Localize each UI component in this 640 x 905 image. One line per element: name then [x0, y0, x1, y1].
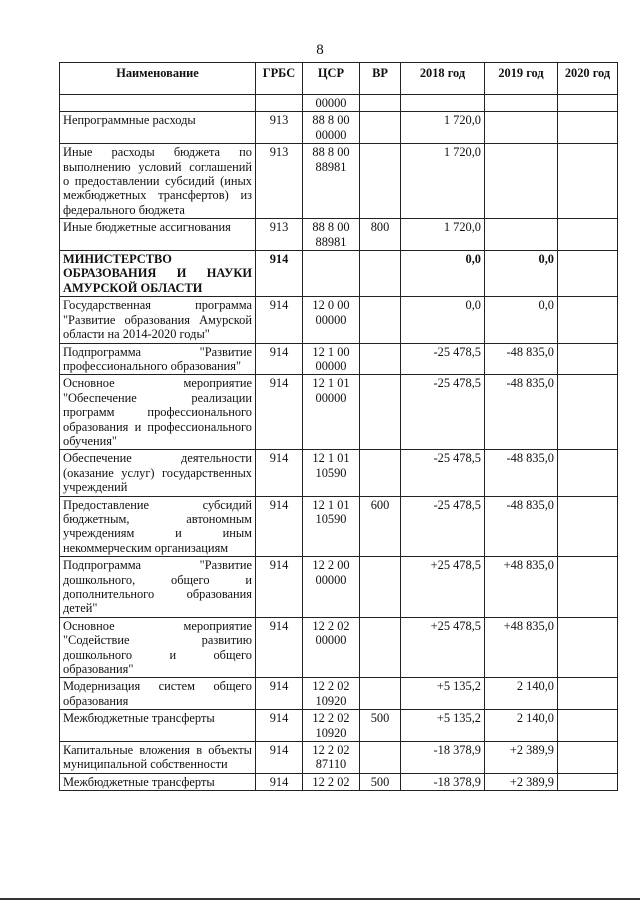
header-csr: ЦСР — [303, 63, 360, 95]
cell-y2019: -48 835,0 — [485, 343, 558, 375]
cell-y2020 — [558, 297, 618, 343]
cell-y2019: 2 140,0 — [485, 710, 558, 742]
table-row — [60, 742, 618, 774]
cell-y2018: +25 478,5 — [401, 617, 485, 678]
cell-vr: 800 — [360, 219, 401, 251]
table-row — [60, 375, 618, 450]
cell-y2020 — [558, 112, 618, 144]
header-2020: 2020 год — [558, 63, 618, 95]
cell-y2019: -48 835,0 — [485, 375, 558, 450]
cell-y2020 — [558, 617, 618, 678]
cell-vr — [360, 678, 401, 710]
cell-csr: 12 2 02 10920 — [303, 678, 360, 710]
cell-y2018: -25 478,5 — [401, 375, 485, 450]
cell-y2020 — [558, 710, 618, 742]
cell-y2019: +48 835,0 — [485, 617, 558, 678]
table-header-row — [60, 63, 618, 95]
header-2019: 2019 год — [485, 63, 558, 95]
cell-name: Основное мероприятие "Обеспечение реализации программ профессионального образования и профессионального обучения" — [60, 375, 256, 450]
table-row — [60, 450, 618, 496]
cell-vr — [360, 617, 401, 678]
cell-vr: 500 — [360, 773, 401, 790]
cell-y2018: -18 378,9 — [401, 773, 485, 790]
cell-csr: 00000 — [303, 95, 360, 112]
cell-grbs: 914 — [256, 375, 303, 450]
cell-grbs: 913 — [256, 219, 303, 251]
cell-name — [60, 95, 256, 112]
cell-csr: 88 8 00 88981 — [303, 219, 360, 251]
cell-csr: 88 8 00 00000 — [303, 112, 360, 144]
cell-name: МИНИСТЕРСТВО ОБРАЗОВАНИЯ И НАУКИ АМУРСКОЙ ОБЛАСТИ — [60, 251, 256, 297]
cell-y2020 — [558, 450, 618, 496]
cell-y2018: +5 135,2 — [401, 710, 485, 742]
table-row — [60, 557, 618, 618]
header-2018: 2018 год — [401, 63, 485, 95]
cell-y2020 — [558, 496, 618, 557]
table-row — [60, 219, 618, 251]
cell-csr: 12 2 02 10920 — [303, 710, 360, 742]
cell-name: Непрограммные расходы — [60, 112, 256, 144]
cell-y2020 — [558, 742, 618, 774]
table-row — [60, 297, 618, 343]
cell-grbs: 913 — [256, 144, 303, 219]
cell-vr — [360, 450, 401, 496]
cell-csr: 12 0 00 00000 — [303, 297, 360, 343]
cell-grbs: 914 — [256, 557, 303, 618]
bottom-border — [0, 898, 640, 900]
header-grbs: ГРБС — [256, 63, 303, 95]
cell-grbs: 914 — [256, 742, 303, 774]
cell-y2019: 2 140,0 — [485, 678, 558, 710]
cell-y2020 — [558, 343, 618, 375]
cell-y2019 — [485, 95, 558, 112]
cell-vr: 600 — [360, 496, 401, 557]
cell-y2018: 0,0 — [401, 251, 485, 297]
cell-y2020 — [558, 251, 618, 297]
cell-y2019: -48 835,0 — [485, 450, 558, 496]
cell-y2019: +2 389,9 — [485, 773, 558, 790]
cell-name: Модернизация систем общего образования — [60, 678, 256, 710]
cell-vr — [360, 95, 401, 112]
cell-vr — [360, 112, 401, 144]
cell-y2018: 1 720,0 — [401, 144, 485, 219]
cell-csr: 12 1 01 00000 — [303, 375, 360, 450]
cell-grbs: 913 — [256, 112, 303, 144]
cell-y2018: -18 378,9 — [401, 742, 485, 774]
table-body — [60, 95, 618, 791]
header-vr: ВР — [360, 63, 401, 95]
cell-y2019: -48 835,0 — [485, 496, 558, 557]
cell-y2019: +48 835,0 — [485, 557, 558, 618]
cell-csr: 12 1 01 10590 — [303, 450, 360, 496]
cell-y2020 — [558, 557, 618, 618]
cell-csr: 12 1 01 10590 — [303, 496, 360, 557]
cell-y2020 — [558, 375, 618, 450]
cell-vr — [360, 375, 401, 450]
cell-vr: 500 — [360, 710, 401, 742]
table-row — [60, 112, 618, 144]
page-number: 8 — [316, 42, 324, 58]
cell-y2018 — [401, 95, 485, 112]
cell-y2018: -25 478,5 — [401, 343, 485, 375]
cell-grbs: 914 — [256, 496, 303, 557]
cell-csr: 12 2 02 — [303, 773, 360, 790]
cell-name: Межбюджетные трансферты — [60, 710, 256, 742]
cell-y2019 — [485, 112, 558, 144]
table-row — [60, 251, 618, 297]
table-row — [60, 343, 618, 375]
table-row — [60, 773, 618, 790]
cell-y2018: -25 478,5 — [401, 496, 485, 557]
cell-csr: 88 8 00 88981 — [303, 144, 360, 219]
table-row — [60, 617, 618, 678]
cell-y2018: +5 135,2 — [401, 678, 485, 710]
cell-y2020 — [558, 219, 618, 251]
cell-y2018: 1 720,0 — [401, 219, 485, 251]
cell-grbs: 914 — [256, 343, 303, 375]
cell-y2019: 0,0 — [485, 297, 558, 343]
cell-y2019 — [485, 144, 558, 219]
cell-y2018: 1 720,0 — [401, 112, 485, 144]
cell-y2019 — [485, 219, 558, 251]
cell-y2020 — [558, 773, 618, 790]
cell-grbs: 914 — [256, 297, 303, 343]
table-row — [60, 496, 618, 557]
cell-name: Предоставление субсидий бюджетным, автономным учреждениям и иным некоммерческим организациям — [60, 496, 256, 557]
cell-y2020 — [558, 144, 618, 219]
cell-name: Межбюджетные трансферты — [60, 773, 256, 790]
table-row — [60, 678, 618, 710]
cell-y2018: -25 478,5 — [401, 450, 485, 496]
cell-grbs: 914 — [256, 710, 303, 742]
cell-grbs: 914 — [256, 773, 303, 790]
cell-y2019: 0,0 — [485, 251, 558, 297]
budget-table — [59, 62, 618, 791]
cell-vr — [360, 742, 401, 774]
cell-grbs: 914 — [256, 678, 303, 710]
cell-name: Иные бюджетные ассигнования — [60, 219, 256, 251]
cell-csr: 12 2 00 00000 — [303, 557, 360, 618]
cell-vr — [360, 297, 401, 343]
cell-y2018: +25 478,5 — [401, 557, 485, 618]
cell-y2020 — [558, 95, 618, 112]
cell-name: Основное мероприятие "Содействие развитию дошкольного и общего образования" — [60, 617, 256, 678]
cell-name: Подпрограмма "Развитие профессионального образования" — [60, 343, 256, 375]
cell-grbs — [256, 95, 303, 112]
cell-y2018: 0,0 — [401, 297, 485, 343]
cell-csr: 12 2 02 87110 — [303, 742, 360, 774]
cell-grbs: 914 — [256, 450, 303, 496]
cell-vr — [360, 144, 401, 219]
table-row — [60, 144, 618, 219]
cell-name: Капитальные вложения в объекты муниципальной собственности — [60, 742, 256, 774]
table-row — [60, 710, 618, 742]
cell-grbs: 914 — [256, 251, 303, 297]
cell-vr — [360, 557, 401, 618]
cell-csr: 12 2 02 00000 — [303, 617, 360, 678]
cell-y2019: +2 389,9 — [485, 742, 558, 774]
header-name: Наименование — [60, 63, 256, 95]
cell-vr — [360, 251, 401, 297]
cell-grbs: 914 — [256, 617, 303, 678]
cell-y2020 — [558, 678, 618, 710]
cell-csr — [303, 251, 360, 297]
cell-name: Обеспечение деятельности (оказание услуг) государственных учреждений — [60, 450, 256, 496]
table-row — [60, 95, 618, 112]
cell-name: Государственная программа "Развитие образования Амурской области на 2014-2020 годы" — [60, 297, 256, 343]
cell-name: Иные расходы бюджета по выполнению условий соглашений о предоставлении субсидий (иных межбюджетных трансфертов) из федерального бюджета — [60, 144, 256, 219]
cell-vr — [360, 343, 401, 375]
cell-name: Подпрограмма "Развитие дошкольного, общего и дополнительного образования детей" — [60, 557, 256, 618]
cell-csr: 12 1 00 00000 — [303, 343, 360, 375]
